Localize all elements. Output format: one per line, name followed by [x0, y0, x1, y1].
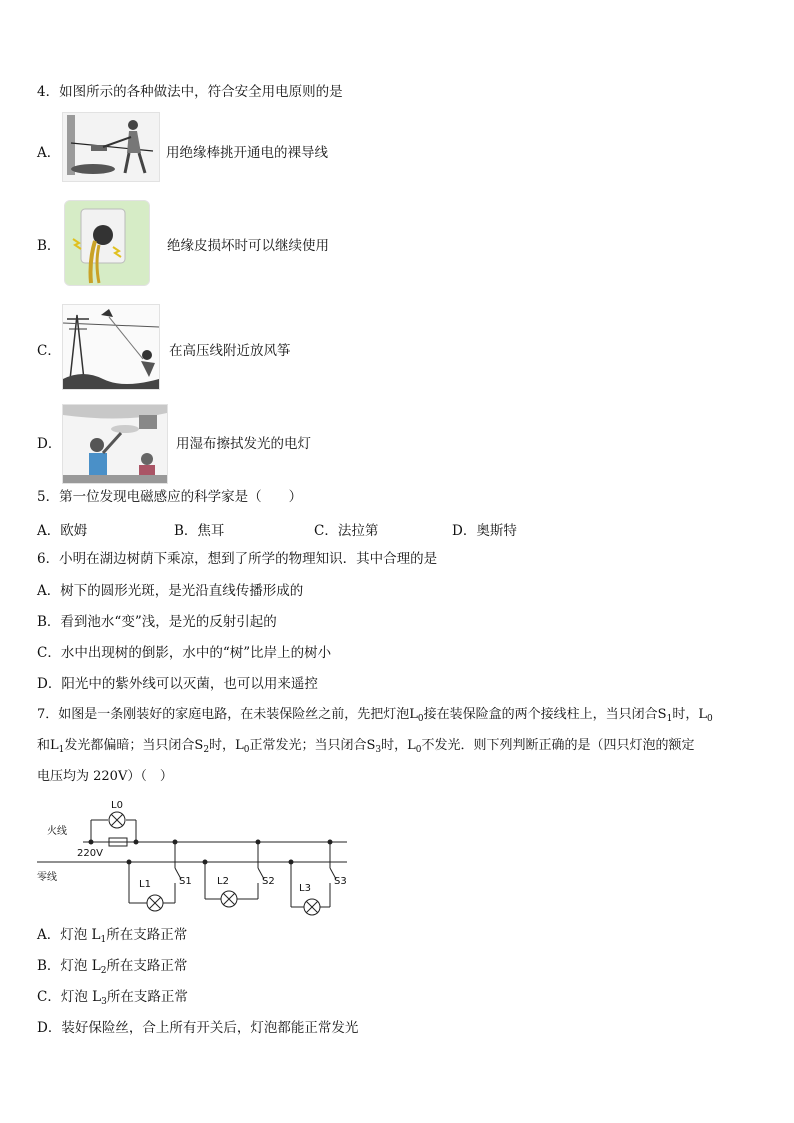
q4-option-d-text: 用湿布擦拭发光的电灯 [176, 436, 311, 452]
q7-option-d: D．装好保险丝，合上所有开关后，灯泡都能正常发光 [37, 1020, 359, 1036]
label-l3: L3 [299, 883, 311, 894]
q6-option-c: C．水中出现树的倒影，水中的“树”比岸上的树小 [37, 645, 332, 661]
q5-choice-b: B．焦耳 [174, 523, 225, 539]
q6-stem: 6．小明在湖边树荫下乘凉，想到了所学的物理知识．其中合理的是 [37, 551, 438, 567]
q4-option-c-letter: C． [37, 343, 61, 359]
label-s2: S2 [262, 876, 275, 887]
q7-circuit-diagram [37, 795, 367, 920]
q4-option-d-image [62, 404, 168, 484]
q6-option-a: A．树下的圆形光斑，是光沿直线传播形成的 [37, 583, 304, 599]
q4-option-d-letter: D． [37, 436, 62, 452]
q4-option-c-text: 在高压线附近放风筝 [169, 343, 291, 359]
label-l1: L1 [139, 879, 151, 890]
q7-stem-line-1: 7．如图是一条刚装好的家庭电路，在未装保险丝之前，先把灯泡$L_0$接在装保险盒的两个接线柱上，当只闭合$S_1$时，$L_0$ [37, 707, 713, 724]
q4-option-c-image [62, 304, 160, 390]
label-l0: L0 [111, 800, 123, 811]
q7-option-c: C．灯泡 $L_3$所在支路正常 [37, 989, 188, 1007]
q5-choice-c: C．法拉第 [314, 523, 379, 539]
q7-stem-line-3: 电压均为 220V）（ ） [37, 769, 173, 784]
q7-option-b: B．灯泡 $L_2$所在支路正常 [37, 958, 188, 976]
label-live-wire: 火线 [47, 826, 67, 837]
label-neutral-wire: 零线 [37, 872, 57, 883]
q4-option-b-letter: B． [37, 238, 61, 254]
q4-stem: 4．如图所示的各种做法中，符合安全用电原则的是 [37, 84, 343, 100]
q4-option-a-text: 用绝缘棒挑开通电的裸导线 [166, 145, 328, 161]
q4-option-b-text: 绝缘皮损坏时可以继续使用 [167, 238, 329, 254]
label-s3: S3 [334, 876, 347, 887]
q4-option-a-image [62, 112, 160, 182]
q4-option-b-image [64, 200, 150, 286]
q4-option-a-letter: A． [37, 145, 61, 161]
label-s1: S1 [179, 876, 192, 887]
label-voltage: 220V [77, 848, 103, 859]
q7-stem-line-2: 和$L_1$发光都偏暗；当只闭合$S_2$时，$L_0$正常发光；当只闭合$S_3$时，$L_0$不发光．则下列判断正确的是（四只灯泡的额定 [37, 738, 695, 755]
q5-stem: 5．第一位发现电磁感应的科学家是（ ） [37, 489, 303, 505]
q5-choice-d: D．奥斯特 [452, 523, 517, 539]
q6-option-b: B．看到池水“变”浅，是光的反射引起的 [37, 614, 277, 630]
q5-choice-a: A．欧姆 [37, 523, 88, 539]
q6-option-d: D．阳光中的紫外线可以灭菌，也可以用来遥控 [37, 676, 318, 692]
label-l2: L2 [217, 876, 229, 887]
q7-option-a: A．灯泡 $L_1$所在支路正常 [37, 927, 188, 945]
